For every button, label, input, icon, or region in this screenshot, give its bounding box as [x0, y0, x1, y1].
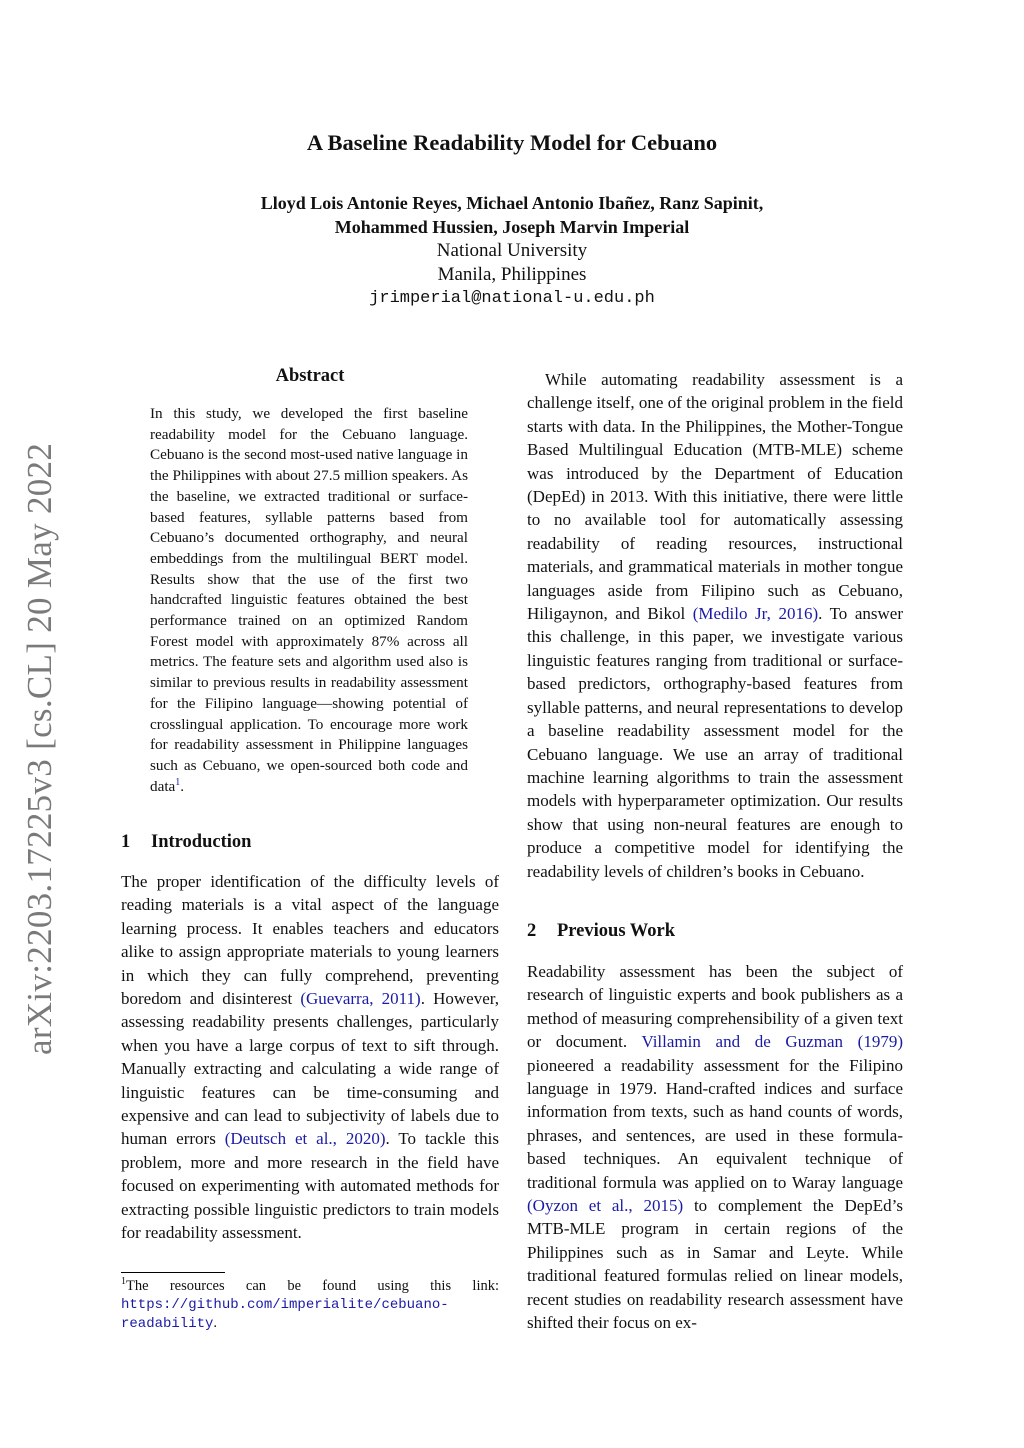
paragraph-text: . However, assessing readability presents challenges, particularly when you have a large corpus of text to sift through. Manually extracting and calculating a wide range of linguistic features can be time-consuming and expensive and can lead to subjectivity of labels due to human errors — [121, 989, 499, 1149]
footnote-marker[interactable]: 1 — [175, 776, 181, 788]
paragraph-text: Readability assessment has been the subject of research of linguistic experts and book publishers as a method of measuring comprehensibility of a given text or document. — [527, 962, 903, 1052]
abstract-body: In this study, we developed the first baseline readability model for the Cebuano language. Cebuano is the second most-used native language in the Philippines with about 27.5 million speakers. As the baseline, we extracted traditional or surface-based features, syllable patterns based from Cebuano’s documented orthography, and neural embeddings from the multilingual BERT model. Results show that the use of the first two handcrafted linguistic features obtained the best performance trained on an optimized Random Forest model with approximately 87% across all metrics. The feature sets and algorithm used also is similar to previous results in readability assessment for the Filipino language—showing potential of crosslingual application. To encourage more work for readability assessment in Philippine languages such as Cebuano, we open-sourced both code and data$^1$. — [150, 405, 468, 795]
introduction-paragraph — [121, 870, 499, 1245]
section-heading-previous-work — [527, 921, 675, 942]
author-list — [0, 191, 1024, 239]
arxiv-identifier: arXiv:2203.17225v3 [cs.CL] 20 May 2022 — [20, 442, 59, 1055]
paper-title: A Baseline Readability Model for Cebuano — [306, 130, 718, 155]
previous-work-paragraph — [527, 960, 903, 1335]
citation-link[interactable]: (Guevarra, 2011) — [300, 989, 421, 1009]
footnote-text: The resources can be found using this link: — [126, 1278, 499, 1294]
citation-link[interactable]: (Medilo Jr, 2016) — [692, 604, 819, 624]
paragraph-text: pioneered a readability assessment for the Filipino language in 1979. Hand-crafted indices and surface information from texts, such as hand counts of words, phrases, and sentences, are used in these formula-based techniques. An equivalent technique of traditional formula was applied on to Waray language — [527, 1055, 903, 1192]
footnote-divider — [121, 1272, 225, 1273]
authors-line-1: Lloyd Lois Antonie Reyes, Michael Antonio Ibañez, Ranz Sapinit, — [260, 193, 764, 213]
footnote-end: . — [213, 1315, 218, 1331]
repository-link[interactable]: https://github.com/imperialite/cebuano-readability — [121, 1297, 449, 1332]
section-title: Previous Work — [557, 921, 676, 941]
authors-line-2: Mohammed Hussien, Joseph Marvin Imperial — [334, 217, 690, 237]
introduction-paragraph-2 — [527, 368, 903, 883]
contact-email: jrimperial@national-u.edu.ph — [369, 289, 655, 308]
citation-link[interactable]: (Deutsch et al., 2020) — [224, 1129, 386, 1149]
paragraph-text: The proper identification of the difficulty levels of reading materials is a vital aspect of the language learning process. It enables teachers and educators alike to assign appropriate materials to young learners in which they can fully comprehend, preventing boredom and disinterest — [121, 872, 499, 1009]
location: Manila, Philippines — [437, 264, 587, 285]
footnote-number: 1 — [121, 1276, 126, 1288]
abstract-heading: Abstract — [275, 366, 345, 386]
affiliation — [0, 239, 1024, 287]
section-title: Introduction — [151, 832, 252, 852]
citation-link[interactable]: (Oyzon et al., 2015) — [527, 1196, 684, 1216]
institution: National University — [436, 240, 588, 261]
footnote — [121, 1277, 499, 1333]
section-number: 1 — [121, 832, 131, 852]
paragraph-text: . To tackle this problem, more and more research in the field have focused on experimenting with automated methods for extracting possible linguistic predictors to train models for readability assessment. — [121, 1129, 499, 1243]
paragraph-text: . To answer this challenge, in this paper, we investigate various linguistic features ranging from traditional or surface-based predictors, orthography-based features from syllable patterns, and neural representations to develop a baseline readability assessment model for the Cebuano language. We use an array of traditional machine learning algorithms to train the assessment models with hyperparameter optimization. Our results show that using non-neural features are enough to produce a competitive model for identifying the readability levels of children’s books in Cebuano. — [527, 604, 903, 881]
abstract-text: In this study, we developed the first baseline readability model for the Cebuano language. Cebuano is the second most-used native language in the Philippines with about 27.5 million speakers. As the baseline, we extracted traditional or surface-based features, syllable patterns based from Cebuano’s documented orthography, and neural embeddings from the multilingual BERT model. Results show that the use of the first two handcrafted linguistic features obtained the best performance trained on an optimized Random Forest model with approximately 87% across all metrics. The feature sets and algorithm used also is similar to previous results in readability assessment for the Filipino language—showing potential of crosslingual application. To encourage more work for readability assessment in Philippine languages such as Cebuano, we open-sourced both code and data — [150, 405, 468, 795]
citation-link[interactable]: Villamin and de Guzman (1979) — [641, 1032, 903, 1052]
paragraph-text: While automating readability assessment is a challenge itself, one of the original problem in the field starts with data. In the Philippines, the Mother-Tongue Based Multilingual Education (MTB-MLE) scheme was introduced by the Department of Education (DepEd) in 2013. With this initiative, there were little to no available tool for automatically assessing readability of reading resources, instructional materials, and grammatical materials in mother tongue languages aside from Filipino such as Cebuano, Hiligaynon, and Bikol — [527, 370, 903, 624]
section-number: 2 — [527, 921, 537, 941]
section-heading-introduction — [121, 832, 251, 853]
paragraph-text: to complement the DepEd’s MTB-MLE program in certain regions of the Philippines such as in Samar and Leyte. While traditional featured formulas relied on linear models, recent studies on readability research assessment have shifted their focus on ex- — [527, 1196, 903, 1333]
